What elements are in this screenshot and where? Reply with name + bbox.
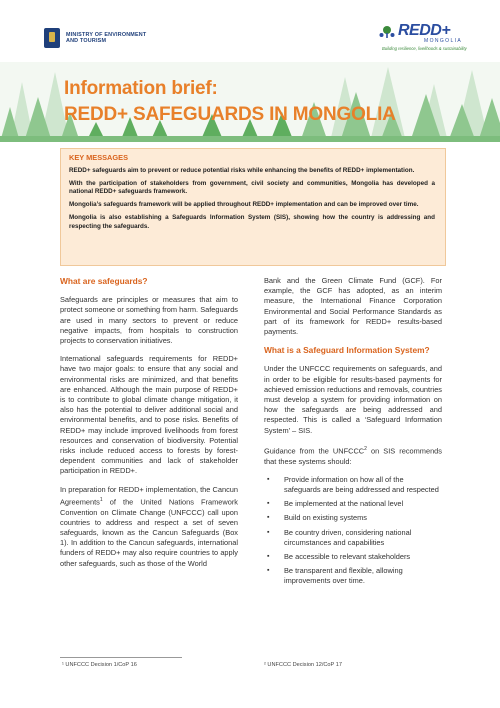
paragraph-text: of the United Nations Framework Convention on Climate Change (UNFCCC) call upon countries to address and respect a set of seven safeguards, known as the Cancun Safeguards (Box 1). In addition to the Cancun safeguards, international funders of REDD+ may also require countries to apply other safeguards, such as those of the World — [60, 497, 238, 568]
key-message: Mongolia is also establishing a Safeguards Information System (SIS), showing how the country is addressing and respecting the safeguards. — [69, 214, 435, 230]
list-item: ▪ Be transparent and flexible, allowing improvements over time. — [264, 566, 442, 586]
section-heading-sis: What is a Safeguard Information System? — [264, 345, 430, 356]
paragraph — [264, 444, 442, 467]
left-column — [60, 276, 238, 577]
forest-silhouette-icon — [0, 62, 500, 142]
redd-logo-word: REDD+ — [398, 22, 451, 39]
forest-banner — [0, 62, 500, 142]
key-messages-box — [60, 148, 446, 266]
tree-people-icon — [378, 24, 396, 42]
ministry-name-line1: MINISTRY OF ENVIRONMENT — [66, 31, 147, 38]
brief-title: Information brief: — [64, 78, 218, 99]
right-column — [264, 276, 442, 591]
key-message: With the participation of stakeholders from government, civil society and communities, Mongolia has developed a national REDD+ safeguards framework. — [69, 179, 435, 196]
redd-logo-tagline: Building resilience, livelihoods & sustainability — [382, 46, 467, 51]
list-item: ▪ Be accessible to relevant stakeholders — [264, 552, 442, 562]
paragraph: Bank and the Green Climate Fund (GCF). For example, the GCF has adopted, as an interim measure, the International Finance Corporation Environmental and Social Performance Standards as part of its framework for REDD+ results-based payments. — [264, 276, 442, 337]
list-item: ▪ Be implemented at the national level — [264, 499, 442, 509]
paragraph-text: on SIS recommends that these systems should: — [264, 446, 442, 466]
footnote-1: ¹ UNFCCC Decision 1/CoP 16 — [62, 662, 137, 668]
footnote-ref: 2 — [364, 445, 367, 452]
ministry-name-line2: AND TOURISM — [66, 38, 107, 44]
paragraph-text: Guidance from the UNFCCC — [264, 446, 365, 456]
key-messages-list — [69, 167, 435, 235]
list-item: ▪ Be country driven, considering national circumstances and capabilities — [264, 528, 442, 548]
paragraph: International safeguards requirements for REDD+ have two major goals: to ensure that any social and environmental risks are minimized, and that benefits are enhanced. Although the main purpose of REDD+ is to contribute to global climate change mitigation, it also has the potential to deliver additional social and environmental benefits, and to pose risks. Benefits of REDD+ may include improved livelihoods from forest resources and conservation of biodiversity. Potential risks include reduced access to forests by forest-dependent communities and lack of stakeholder participation in REDD+. — [60, 354, 238, 476]
paragraph: Safeguards are principles or measures that aim to protect someone or something from harm. Safeguards are used in many sectors to prevent or reduce negative impacts, from hospitals to construction projects to conservation initiatives. — [60, 295, 238, 346]
section-heading-safeguards: What are safeguards? — [60, 276, 148, 286]
footnote-ref: 1 — [99, 496, 103, 503]
footnote-2: ² UNFCCC Decision 12/CoP 17 — [264, 662, 342, 668]
key-message: Mongolia’s safeguards framework will be applied throughout REDD+ implementation and can be improved over time. — [69, 201, 419, 209]
brief-subtitle: REDD+ SAFEGUARDS IN MONGOLIA — [64, 104, 396, 125]
ministry-logo — [44, 28, 146, 48]
redd-mongolia-logo — [378, 20, 468, 56]
key-message: REDD+ safeguards aim to prevent or reduce potential risks while enhancing the benefits of REDD+ implementation. — [69, 167, 415, 174]
key-messages-title: KEY MESSAGES — [69, 153, 129, 162]
sis-bullet-list — [264, 475, 442, 587]
paragraph-text: In preparation for REDD+ implementation, the Cancun Agreements — [60, 484, 238, 507]
footnote-divider — [60, 657, 182, 658]
paragraph — [60, 485, 238, 569]
list-item: ▪ Provide information on how all of the safeguards are being addressed and respected — [264, 475, 442, 495]
soyombo-emblem-icon — [44, 28, 60, 48]
redd-logo-sub: MONGOLIA — [424, 38, 463, 44]
ministry-name — [66, 32, 146, 44]
list-item: ▪ Build on existing systems — [264, 513, 442, 523]
paragraph: Under the UNFCCC requirements on safeguards, and in order to be eligible for results-based payments for achieved emission reductions and removals, countries must develop a system for providing information on how the safeguards are being addressed and respected. This is called a ‘Safeguard Information System’ – SIS. — [264, 364, 442, 435]
